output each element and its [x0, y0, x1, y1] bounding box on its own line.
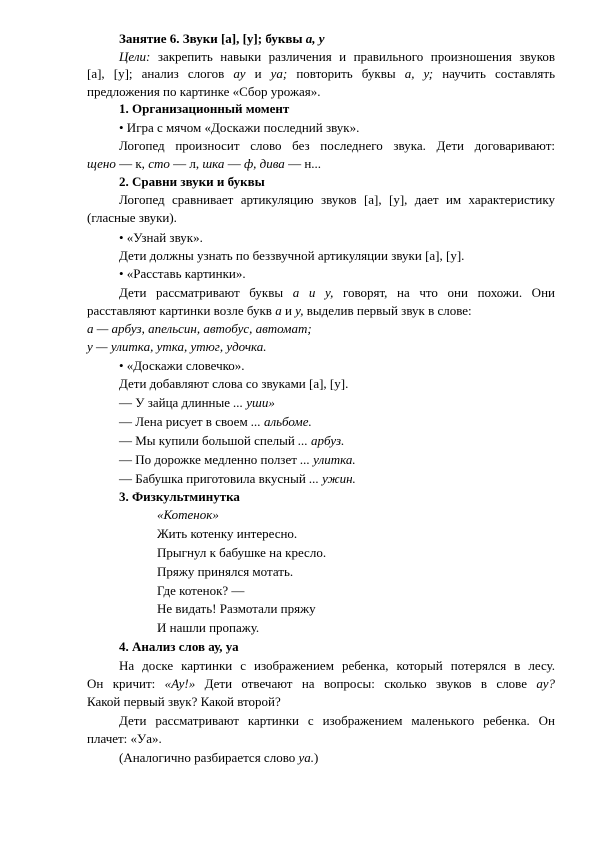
- s2-a-words: а — арбуз, апельсин, автобус, автомат;: [87, 321, 312, 336]
- goals-label: Цели:: [119, 49, 151, 64]
- s1-bullet: • Игра с мячом «Доскажи последний звук».: [119, 120, 360, 135]
- s2-bullet-1: • «Узнай звук».: [119, 230, 203, 245]
- section-3-heading: 3. Физкультминутка: [119, 489, 240, 504]
- s2-paragraph-1: Логопед сравнивает артикуляцию звуков [а], [у], дает им характеристику: [119, 192, 555, 207]
- s2-question-1: — У зайца длинные ... уши»: [119, 395, 275, 410]
- s4-paragraph-2: Он кричит: «Ау!» Дети отвечают на вопросы: сколько звуков в слове ау?: [87, 676, 555, 691]
- s2-u-words: у — улитка, утка, утюг, удочка.: [87, 339, 267, 354]
- lesson-title: Занятие 6. Звуки [а], [у]; буквы а, у: [119, 31, 325, 46]
- section-2-heading: 2. Сравни звуки и буквы: [119, 174, 265, 189]
- poem-line: И нашли пропажу.: [157, 620, 260, 635]
- s2-bullet-3: • «Доскажи словечко».: [119, 358, 245, 373]
- section-1-heading: 1. Организационный момент: [119, 101, 290, 116]
- s4-paragraph-5: плачет: «Уа».: [87, 731, 162, 746]
- s4-paragraph-4: Дети рассматривают картинки с изображением маленького ребенка. Он: [119, 713, 555, 728]
- goals-line-3: предложения по картинке «Сбор урожая».: [87, 84, 321, 99]
- s2-paragraph-3: Дети рассматривают буквы а и у, говорят, на что они похожи. Они: [119, 285, 555, 300]
- s2-bullet-1-text: Дети должны узнать по беззвучной артикуляции звуки [а], [у].: [119, 248, 465, 263]
- s2-question-2: — Лена рисует в своем ... альбоме.: [119, 414, 312, 429]
- section-4-heading: 4. Анализ слов ау, уа: [119, 639, 239, 654]
- s2-question-4: — По дорожке медленно ползет ... улитка.: [119, 452, 356, 467]
- poem-line: Пряжу принялся мотать.: [157, 564, 294, 579]
- s1-paragraph: Логопед произносит слово без последнего звука. Дети договаривают:: [119, 138, 555, 153]
- poem-line: Прыгнул к бабушке на кресло.: [157, 545, 327, 560]
- s4-paragraph-1: На доске картинки с изображением ребенка, который потерялся в лесу.: [119, 658, 555, 673]
- s2-question-3: — Мы купили большой спелый ... арбуз.: [119, 433, 345, 448]
- s4-paragraph-3: Какой первый звук? Какой второй?: [87, 694, 281, 709]
- goals-line-1: Цели: закрепить навыки различения и правильного произношения звуков: [119, 49, 556, 64]
- s2-bullet-2: • «Расставь картинки».: [119, 266, 246, 281]
- poem-line: Не видать! Размотали пряжу: [157, 601, 316, 616]
- s1-examples: щено — к, сто — л, шка — ф, дива — н...: [87, 156, 322, 171]
- poem-line: Жить котенку интересно.: [157, 526, 298, 541]
- s2-paragraph-4: расставляют картинки возле букв а и у, выделив первый звук в слове:: [87, 303, 472, 318]
- poem-title: «Котенок»: [157, 507, 219, 522]
- s2-question-5: — Бабушка приготовила вкусный ... ужин.: [119, 471, 356, 486]
- s4-paragraph-6: (Аналогично разбирается слово уа.): [119, 750, 319, 765]
- poem-line: Где котенок? —: [157, 583, 245, 598]
- goals-line-2: [а], [у]; анализ слогов ау и уа; повторить буквы а, у; научить составлять: [87, 66, 556, 81]
- s2-bullet-3-text: Дети добавляют слова со звуками [а], [у].: [119, 376, 349, 391]
- s2-paragraph-2: (гласные звуки).: [87, 210, 177, 225]
